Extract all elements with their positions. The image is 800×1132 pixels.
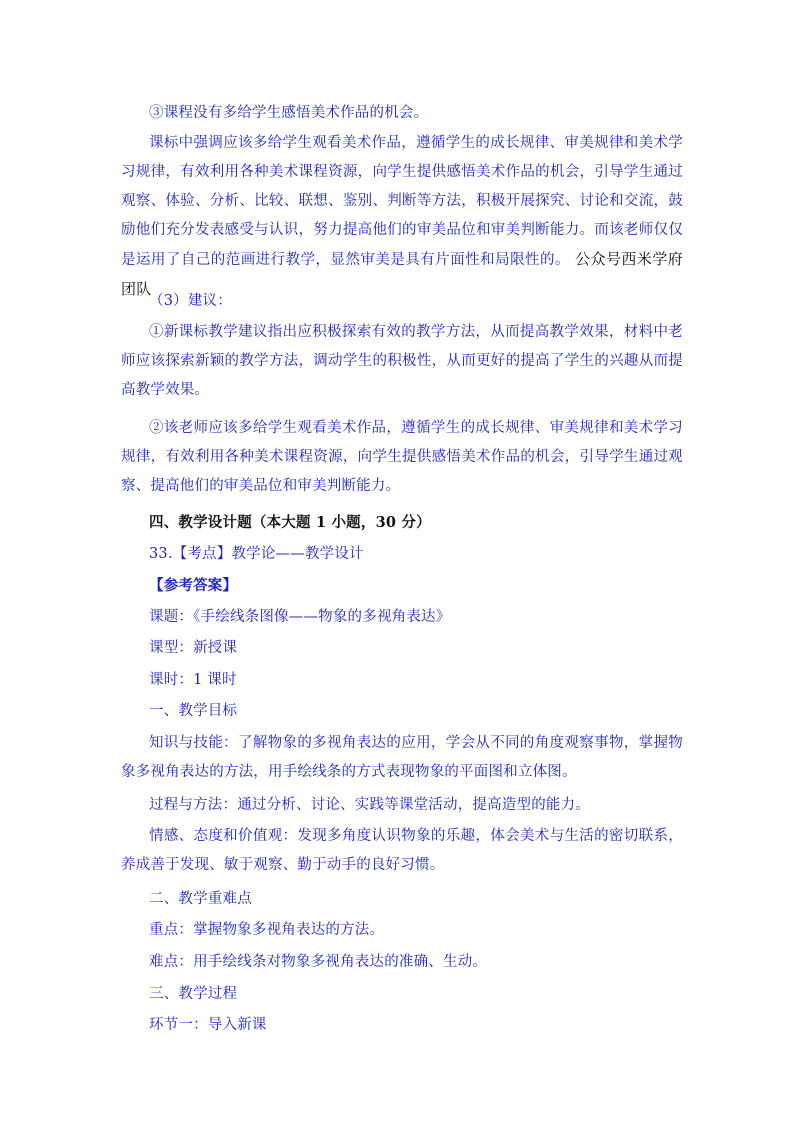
paragraph-lesson-title: 课题：《手绘线条图像——物象的多视角表达》 [149, 609, 451, 625]
paragraph-curriculum-standard: 课标中强调应该多给学生观看美术作品，遵循学生的成长规律、审美规律和美术学习规律，有效利用各种美术课程资源，向学生提供感悟美术作品的机会，引导学生通过观察、体验、分析、比较、联想、鉴别、判断等方法，积极开展探究、讨论和交流，鼓励他们充分发表感受与认识，努力提高他们的审美品位和审美判断能力。而该老师仅仅是运用了自己的范画进行教学，显然审美是具有片面性和局限性的。 公众号西米学府团队 [121, 135, 684, 298]
paragraph-lesson-type: 课型：新授课 [149, 640, 238, 656]
paragraph-suggestion-heading: （3）建议： [149, 293, 232, 309]
heading-key-difficult-points: 二、教学重难点 [149, 891, 252, 907]
paragraph-reference-answer: 【参考答案】 [149, 577, 238, 594]
paragraph-process-methods: 过程与方法：通过分析、讨论、实践等课堂活动，提高造型的能力。 [149, 797, 590, 813]
paragraph-lesson-hours: 课时：1 课时 [149, 672, 237, 688]
watermark-text: 公众号西米学府团队 [121, 250, 684, 298]
paragraph-suggestion-2: ②该老师应该多给学生观看美术作品，遵循学生的成长规律、审美规律和美术学习规律，有效利用各种美术课程资源，向学生提供感悟美术作品的机会，引导学生通过观察、提高他们的审美品位和审美判断能力。 [121, 420, 683, 494]
paragraph-exam-point: 33.【考点】教学论——教学设计 [149, 546, 364, 562]
paragraph-reason-3: ③课程没有多给学生感悟美术作品的机会。 [149, 105, 429, 121]
paragraph-suggestion-1: ①新课标教学建议指出应积极探索有效的教学方法，从而提高教学效果，材料中老师应该探索新颖的教学方法，调动学生的积极性，从而更好的提高了学生的兴趣从而提高教学效果。 [121, 324, 683, 398]
paragraph-key-point: 重点：掌握物象多视角表达的方法。 [149, 922, 385, 938]
paragraph-difficult-point: 难点：用手绘线条对物象多视角表达的准确、生动。 [149, 954, 488, 970]
heading-teaching-objectives: 一、教学目标 [149, 703, 238, 719]
paragraph-knowledge-skills: 知识与技能：了解物象的多视角表达的应用，学会从不同的角度观察事物，掌握物象多视角表达的方法，用手绘线条的方式表现物象的平面图和立体图。 [121, 735, 683, 780]
paragraph-emotions-values: 情感、态度和价值观：发现多角度认识物象的乐趣，体会美术与生活的密切联系，养成善于发现、敏于观察、勤于动手的良好习惯。 [121, 828, 683, 873]
section-heading-teaching-design: 四、教学设计题（本大题 1 小题，30 分） [149, 514, 431, 531]
paragraph-step-one: 环节一：导入新课 [149, 1017, 267, 1033]
heading-teaching-process: 三、教学过程 [149, 986, 238, 1002]
